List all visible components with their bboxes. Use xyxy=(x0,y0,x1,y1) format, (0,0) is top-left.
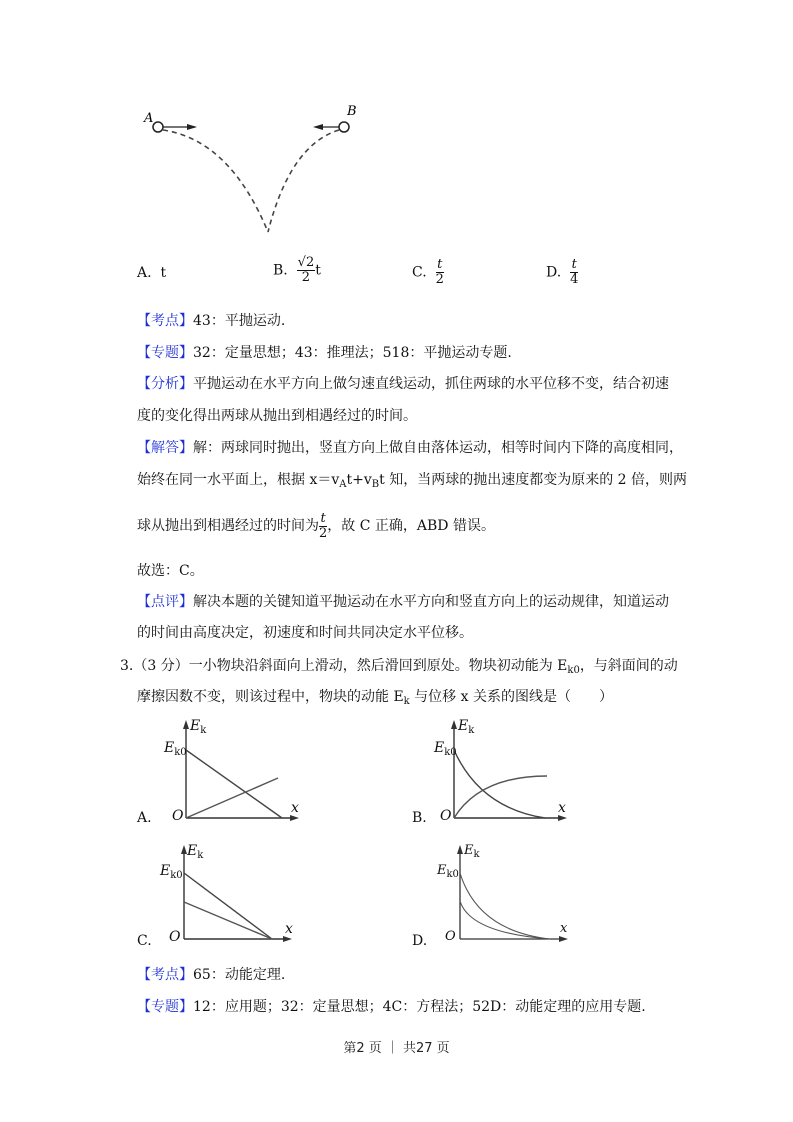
y-axis-label: $E_k$ xyxy=(190,718,207,736)
option-suffix: t xyxy=(315,262,321,279)
text-segment: ，与斜面间的动 xyxy=(579,658,678,674)
jieda-text: 解：两球同时抛出，竖直方向上做自由落体运动，相等时间内下降的高度相同， xyxy=(193,440,683,456)
dianping-tag: 【点评】 xyxy=(137,594,193,610)
ek0-label: $E_{k0}$ xyxy=(164,740,187,758)
y-axis-label: $E_k$ xyxy=(464,843,480,860)
curve-upper xyxy=(460,873,550,939)
text-segment: ，故 C 正确，ABD 错误。 xyxy=(327,518,495,534)
ball-b xyxy=(339,122,349,132)
ball-a-label: A xyxy=(144,111,154,126)
ek0-label: $E_{k0}$ xyxy=(437,863,459,880)
fraction-numerator: t xyxy=(437,257,443,272)
subscript: k xyxy=(403,696,410,707)
dianping-text: 解决本题的关键知道平抛运动在水平方向和竖直方向上的运动规律，知道运动 xyxy=(193,594,669,610)
page-footer: 第2 页 ｜ 共27 页 xyxy=(343,1041,450,1056)
subscript: B xyxy=(371,479,380,490)
x-axis-label: x xyxy=(285,921,293,937)
dianping-line-2: 的时间由高度决定，初速度和时间共同决定水平位移。 xyxy=(137,625,473,641)
question-number: 3. xyxy=(120,658,134,674)
fenxi-line-2: 度的变化得出两球从抛出到相遇经过的时间。 xyxy=(137,408,417,424)
curve-down xyxy=(186,778,278,818)
q3-zhuanti-line xyxy=(137,997,646,1017)
option-c xyxy=(412,258,444,287)
ball-a xyxy=(153,122,163,132)
fraction-denominator: 2 xyxy=(301,270,311,285)
option-b xyxy=(273,256,321,285)
y-arrow-icon xyxy=(457,845,463,854)
fraction-denominator: 2 xyxy=(435,272,444,287)
option-letter: A. xyxy=(137,265,152,281)
zhuanti-text: 12：应用题；32：定量思想；4C：方程法；52D：动能定理的应用专题. xyxy=(193,999,646,1015)
option-letter: C. xyxy=(412,264,427,281)
text-segment: 摩擦因数不变，则该过程中，物块的动能 E xyxy=(137,689,404,705)
graph-option-d xyxy=(410,843,580,955)
graph-option-a xyxy=(137,718,307,833)
fraction-numerator: √2 xyxy=(297,255,315,270)
option-letter: D. xyxy=(546,264,562,281)
origin-label: O xyxy=(169,929,181,945)
kaodian-line xyxy=(137,311,285,331)
zhuanti-tag: 【专题】 xyxy=(137,999,193,1015)
graph-letter: C. xyxy=(137,933,152,949)
zhuanti-line xyxy=(137,343,512,363)
subscript: A xyxy=(339,479,347,490)
projectile-figure xyxy=(140,100,370,240)
fraction-denominator: 2 xyxy=(319,525,328,541)
graph-letter: D. xyxy=(412,933,428,949)
origin-label: O xyxy=(440,808,452,824)
kaodian-text: 65：动能定理. xyxy=(193,967,286,983)
curve-lower xyxy=(460,901,550,939)
fraction-denominator: 4 xyxy=(570,272,579,287)
jieda-tag: 【解答】 xyxy=(137,440,193,456)
x-axis-label: x xyxy=(291,800,299,816)
kaodian-text: 43：平抛运动. xyxy=(193,313,286,329)
y-axis-label: $E_k$ xyxy=(187,843,204,861)
origin-label: O xyxy=(172,808,184,824)
line-upper xyxy=(184,873,272,939)
zhuanti-text: 32：定量思想；43：推理法；518：平抛运动专题. xyxy=(193,345,512,361)
text-segment: 与位移 x 关系的图线是（ ） xyxy=(409,689,613,705)
fenxi-line xyxy=(137,374,669,394)
graph-option-b xyxy=(410,718,580,833)
trajectory-b xyxy=(268,130,339,232)
origin-label: O xyxy=(445,929,456,944)
text-segment: （3 分）一小物块沿斜面向上滑动，然后滑回到原处。物块初动能为 E xyxy=(133,658,568,674)
question-3-line-2 xyxy=(137,687,613,712)
option-a xyxy=(137,265,166,281)
ek0-label: $E_{k0}$ xyxy=(160,863,183,881)
x-axis-label: x xyxy=(560,921,568,936)
fenxi-text: 平抛运动在水平方向上做匀速直线运动，抓住两球的水平位移不变，结合初速 xyxy=(193,376,669,392)
option-letter: B. xyxy=(273,262,288,279)
ek0-label: $E_{k0}$ xyxy=(434,740,457,758)
arrowhead-b xyxy=(313,124,323,130)
curve-up xyxy=(454,776,547,818)
question-3-line-1 xyxy=(120,656,678,681)
dianping-line xyxy=(137,592,669,612)
fenxi-tag: 【分析】 xyxy=(137,376,193,392)
answer-choice: 故选：C。 xyxy=(137,563,204,579)
ball-b-label: B xyxy=(347,104,357,119)
x-axis-label: x xyxy=(558,800,566,816)
line-lower xyxy=(184,902,272,939)
zhuanti-tag: 【专题】 xyxy=(137,345,193,361)
option-value: t xyxy=(160,265,167,281)
text-segment: t+v xyxy=(346,472,372,488)
kaodian-tag: 【考点】 xyxy=(137,313,193,329)
trajectory-a xyxy=(163,130,268,232)
option-d xyxy=(546,258,578,287)
curve-down xyxy=(454,750,545,818)
kaodian-tag: 【考点】 xyxy=(137,967,193,983)
graph-option-c xyxy=(137,843,307,955)
y-axis-label: $E_k$ xyxy=(458,718,475,736)
jieda-line-3 xyxy=(137,510,495,542)
jieda-line xyxy=(137,438,683,458)
subscript: k0 xyxy=(567,665,580,676)
text-segment: 始终在同一水平面上，根据 x＝v xyxy=(137,472,340,488)
fraction-numerator: t xyxy=(320,510,326,526)
y-arrow-icon xyxy=(183,720,189,729)
curve-up xyxy=(186,750,282,818)
graph-letter: A. xyxy=(137,810,152,826)
text-segment: t 知，当两球的抛出速度都变为原来的 2 倍，则两 xyxy=(379,472,688,488)
text-segment: 球从抛出到相遇经过的时间为 xyxy=(137,518,319,534)
arrowhead-a xyxy=(187,124,197,130)
y-arrow-icon xyxy=(451,720,457,729)
jieda-line-2 xyxy=(137,470,687,495)
x-arrow-icon xyxy=(559,936,568,942)
fraction-numerator: t xyxy=(571,257,577,272)
graph-letter: B. xyxy=(412,810,427,826)
q3-kaodian-line xyxy=(137,965,285,985)
